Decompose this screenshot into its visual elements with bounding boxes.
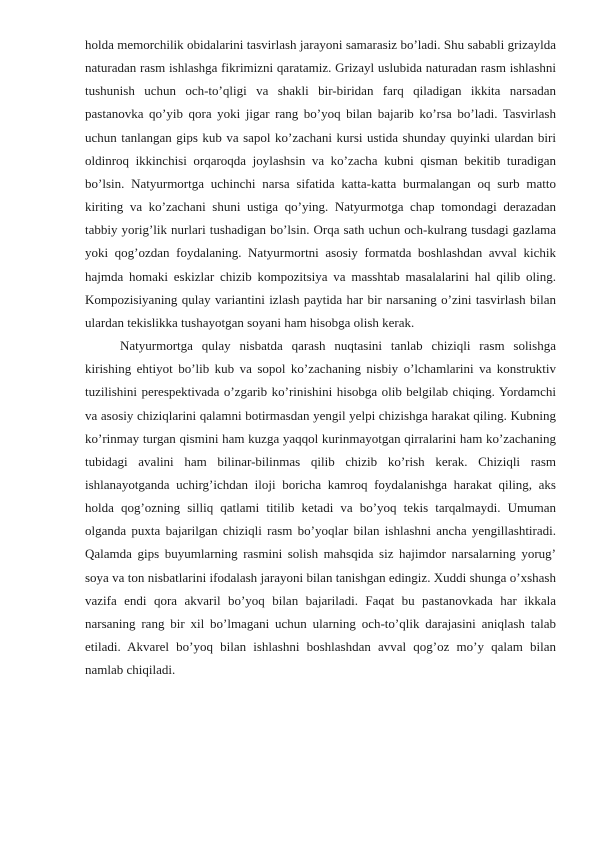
paragraph-2: Natyurmortga qulay nisbatda qarash nuqtasini tanlab chiziqli rasm solishga kirishing ehtiyot bo’lib kub va sopol ko’zachaning nisbiy o’lchamlarini va konstruktiv tuzilishini perespektivada o’zgarib ko’rinishini hisobga olib belgilab chiqing. Yordamchi va asosiy chiziqlarini qalamni botirmasdan yengil yelpi chizishga harakat qiling. Kubning ko’rinmay turgan qismini ham kuzga yaqqol kurinmayotgan qirralarini ham ko’zachaning tubidagi avalini ham bilinar-bilinmas qilib chizib ko’rish kerak. Chiziqli rasm ishlanayotganda uchirg’ichdan iloji boricha kamroq foydalanishga harakat qiling, aks holda qog’ozning silliq qatlami titilib ketadi va bo’yoq tekis tarqalmaydi. Umuman olganda puxta bajarilgan chiziqli rasm bo’yoqlar bilan ishlashni ancha yengillashtiradi. Qalamda gips buyumlarning rasmini solish mahsqida siz hajimdor narsalarning yorug’ soya va ton nisbatlarini ifodalash jarayoni bilan tanishgan edingiz. Xuddi shunga o’xshash vazifa endi qora akvaril bo’yoq bilan bajariladi. Faqat bu pastanovkada har ikkala narsaning rang bir xil bo’lmagani uchun ularning och-to’qlik darajasini aniqlash talab etiladi. Akvarel bo’yoq bilan ishlashni boshlashdan avval qog’oz mo’y qalam bilan namlab chiqiladi. (85, 338, 556, 678)
document-page (85, 33, 556, 681)
paragraph-1: holda memorchilik obidalarini tasvirlash jarayoni samarasiz bo’ladi. Shu sababli grizaylda naturadan rasm ishlashga fikrimizni qaratamiz. Grizayl uslubida naturadan rasm ishlashni tushunish uchun och-to’qligi va shakli bir-biridan farq qiladigan ikkita narsadan pastanovka qo’yib qora yoki jigar rang bo’yoq bilan bajarib ko’rsa bo’ladi. Tasvirlash uchun tanlangan gips kub va sapol ko’zachani kursi ustida shunday quyinki ulardan biri oldinroq ikkinchisi orqaroqda joylashsin va ko’zacha kubni qisman bekitib turadigan bo’lsin. Natyurmortga uchinchi narsa sifatida katta-katta burmalangan oq surb matto kiriting va ko’zachani shuni ustiga qo’ying. Natyurmotga chap tomondagi derazadan tabbiy yorig’lik nurlari tushadigan bo’lsin. Orqa sath uchun och-kulrang tusdagi gazlama yoki qog’ozdan foydalaning. Natyurmortni asosiy formatda boshlashdan avval kichik hajmda homaki eskizlar chizib kompozitsiya va masshtab masalalarini hal qilib oling. Kompozisiyaning qulay variantini izlash paytida har bir narsaning o’zini tasvirlash bilan ulardan tekislikka tushayotgan soyani ham hisobga olish kerak. (85, 37, 556, 330)
